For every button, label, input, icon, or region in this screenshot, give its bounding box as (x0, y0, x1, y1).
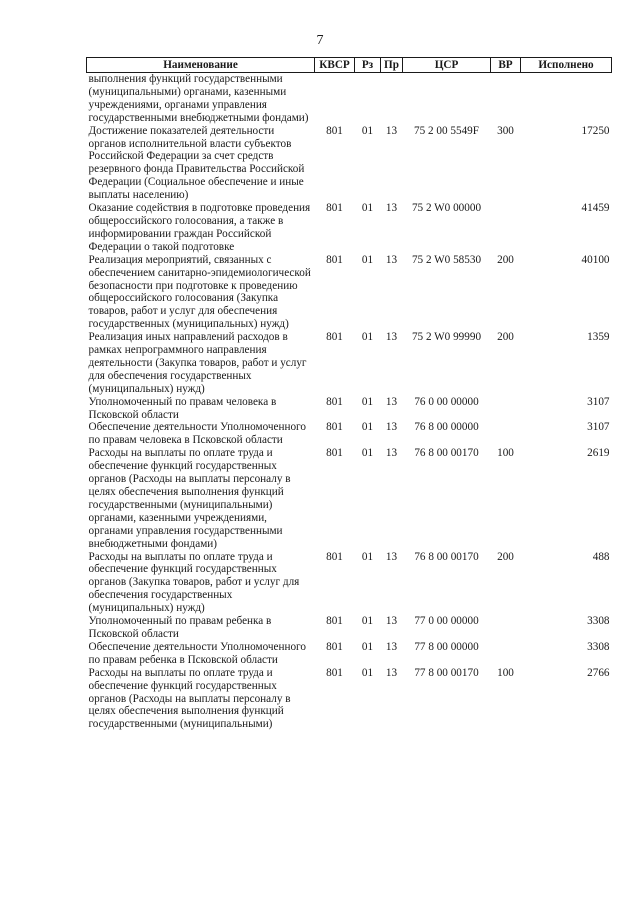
row-vr: 200 (497, 331, 514, 344)
row-amount: 3107 (587, 395, 610, 408)
row-vr (491, 202, 521, 254)
row-name: выполнения функций государственными (муниципальными) органами, казенными учреждениями, органами управления государственными внебюджетными фондами) (88, 73, 309, 124)
row-vr: 200 (497, 550, 514, 563)
row-pr: 13 (385, 253, 398, 266)
header-amount: Исполнено (521, 58, 612, 73)
row-csr: 75 2 W0 00000 (411, 202, 482, 215)
row-rz: 01 (361, 550, 374, 563)
row-rz: 01 (361, 421, 374, 434)
row-amount: 3308 (587, 640, 610, 653)
row-amount: 40100 (581, 253, 610, 266)
row-kvsr: 801 (326, 615, 343, 628)
row-rz: 01 (361, 253, 374, 266)
row-rz: 01 (361, 640, 374, 653)
table-header-row (87, 58, 612, 73)
row-rz (355, 73, 381, 125)
row-pr: 13 (385, 447, 398, 460)
table-row (87, 551, 612, 616)
row-amount: 3107 (587, 421, 610, 434)
row-pr: 13 (385, 550, 398, 563)
row-pr: 13 (385, 640, 398, 653)
row-vr (491, 73, 521, 125)
row-rz: 01 (361, 124, 374, 137)
row-csr: 76 0 00 00000 (414, 395, 479, 408)
row-kvsr: 801 (326, 253, 343, 266)
row-rz: 01 (361, 666, 374, 679)
table-row (87, 641, 612, 667)
row-kvsr: 801 (326, 550, 343, 563)
row-amount: 17250 (581, 124, 610, 137)
row-name: Расходы на выплаты по оплате труда и обеспечение функций государственных органов (Закупка товаров, работ и услуг для обеспечения государственных (муниципальных) нужд) (88, 550, 300, 615)
row-name: Уполномоченный по правам человека в Псковской области (88, 395, 277, 421)
row-rz: 01 (361, 447, 374, 460)
row-pr: 13 (385, 124, 398, 137)
row-amount: 1359 (587, 331, 610, 344)
row-pr: 13 (385, 666, 398, 679)
row-kvsr: 801 (326, 640, 343, 653)
row-pr: 13 (385, 202, 398, 215)
row-csr: 75 2 W0 58530 (411, 253, 482, 266)
header-vr: ВР (491, 58, 521, 73)
row-name: Обеспечение деятельности Уполномоченного по правам ребенка в Псковской области (88, 640, 306, 666)
row-csr (403, 73, 491, 125)
table-row (87, 615, 612, 641)
row-kvsr (315, 73, 355, 125)
row-name: Оказание содействия в подготовке проведения общероссийского голосования, а также в информировании граждан Российской Федерации о такой подготовке (88, 202, 311, 253)
row-csr: 76 8 00 00170 (414, 550, 479, 563)
header-name: Наименование (87, 58, 315, 73)
row-name: Реализация иных направлений расходов в рамках непрограммного направления деятельности (Закупка товаров, работ и услуг для обеспечения государственных (муниципальных) нужд) (88, 331, 307, 395)
table-row (87, 396, 612, 422)
table-row (87, 667, 612, 732)
row-amount (521, 73, 612, 125)
row-csr: 75 2 W0 99990 (411, 331, 482, 344)
table-row (87, 73, 612, 125)
table-row (87, 447, 612, 550)
row-pr: 13 (385, 615, 398, 628)
row-rz: 01 (361, 202, 374, 215)
header-kvsr: КВСР (315, 58, 355, 73)
table-row (87, 254, 612, 331)
header-csr: ЦСР (403, 58, 491, 73)
row-kvsr: 801 (326, 395, 343, 408)
row-kvsr: 801 (326, 447, 343, 460)
row-amount: 488 (592, 550, 610, 563)
row-name: Расходы на выплаты по оплате труда и обеспечение функций государственных органов (Расходы на выплаты персоналу в целях обеспечения выполнения функций государственными (муниципальными) органами, казенными учреждениями, органами управления государственными внебюджетными фондами) (88, 447, 291, 550)
row-vr: 200 (497, 253, 514, 266)
row-kvsr: 801 (326, 666, 343, 679)
row-kvsr: 801 (326, 124, 343, 137)
table-body (87, 73, 612, 732)
row-pr: 13 (385, 331, 398, 344)
header-rz: Рз (355, 58, 381, 73)
row-kvsr: 801 (326, 421, 343, 434)
row-csr: 77 8 00 00170 (414, 666, 479, 679)
table-row (87, 202, 612, 254)
row-vr (491, 615, 521, 641)
budget-table (86, 57, 612, 731)
row-rz: 01 (361, 331, 374, 344)
row-vr (491, 396, 521, 422)
row-name: Уполномоченный по правам ребенка в Псковской области (88, 615, 272, 640)
row-name: Реализация мероприятий, связанных с обеспечением санитарно-эпидемиологической безопасности при подготовке к проведению общероссийского голосования (Закупка товаров, работ и услуг для обеспечения государственных (муниципальных) нужд) (88, 253, 311, 331)
row-name: Достижение показателей деятельности органов исполнительной власти субъектов Российской Федерации за счет средств резервного фонда Правительства Российской Федерации (Социальное обеспечение и иные выплаты населению) (88, 124, 305, 202)
row-rz: 01 (361, 395, 374, 408)
row-csr: 77 8 00 00000 (414, 640, 479, 653)
row-amount: 2619 (587, 447, 610, 460)
row-vr: 100 (497, 666, 514, 679)
row-vr (491, 641, 521, 667)
row-name: Обеспечение деятельности Уполномоченного по правам человека в Псковской области (88, 421, 306, 447)
header-pr: Пр (381, 58, 403, 73)
table-row (87, 331, 612, 396)
row-vr: 300 (497, 124, 514, 137)
row-amount: 41459 (581, 202, 610, 215)
row-csr: 77 0 00 00000 (414, 615, 479, 628)
row-pr: 13 (385, 421, 398, 434)
row-csr: 76 8 00 00170 (414, 447, 479, 460)
row-amount: 3308 (587, 615, 610, 628)
row-vr: 100 (497, 447, 514, 460)
row-kvsr: 801 (326, 202, 343, 215)
row-csr: 76 8 00 00000 (414, 421, 479, 434)
table-row (87, 421, 612, 447)
page-number: 7 (316, 33, 324, 48)
row-kvsr: 801 (326, 331, 343, 344)
row-amount: 2766 (587, 666, 610, 679)
row-pr: 13 (385, 395, 398, 408)
row-csr: 75 2 00 5549F (414, 124, 479, 137)
row-name: Расходы на выплаты по оплате труда и обеспечение функций государственных органов (Расходы на выплаты персоналу в целях обеспечения выполнения функций государственными (муниципальными) (88, 666, 291, 731)
row-pr (381, 73, 403, 125)
row-rz: 01 (361, 615, 374, 628)
row-vr (491, 421, 521, 447)
table-row (87, 125, 612, 202)
